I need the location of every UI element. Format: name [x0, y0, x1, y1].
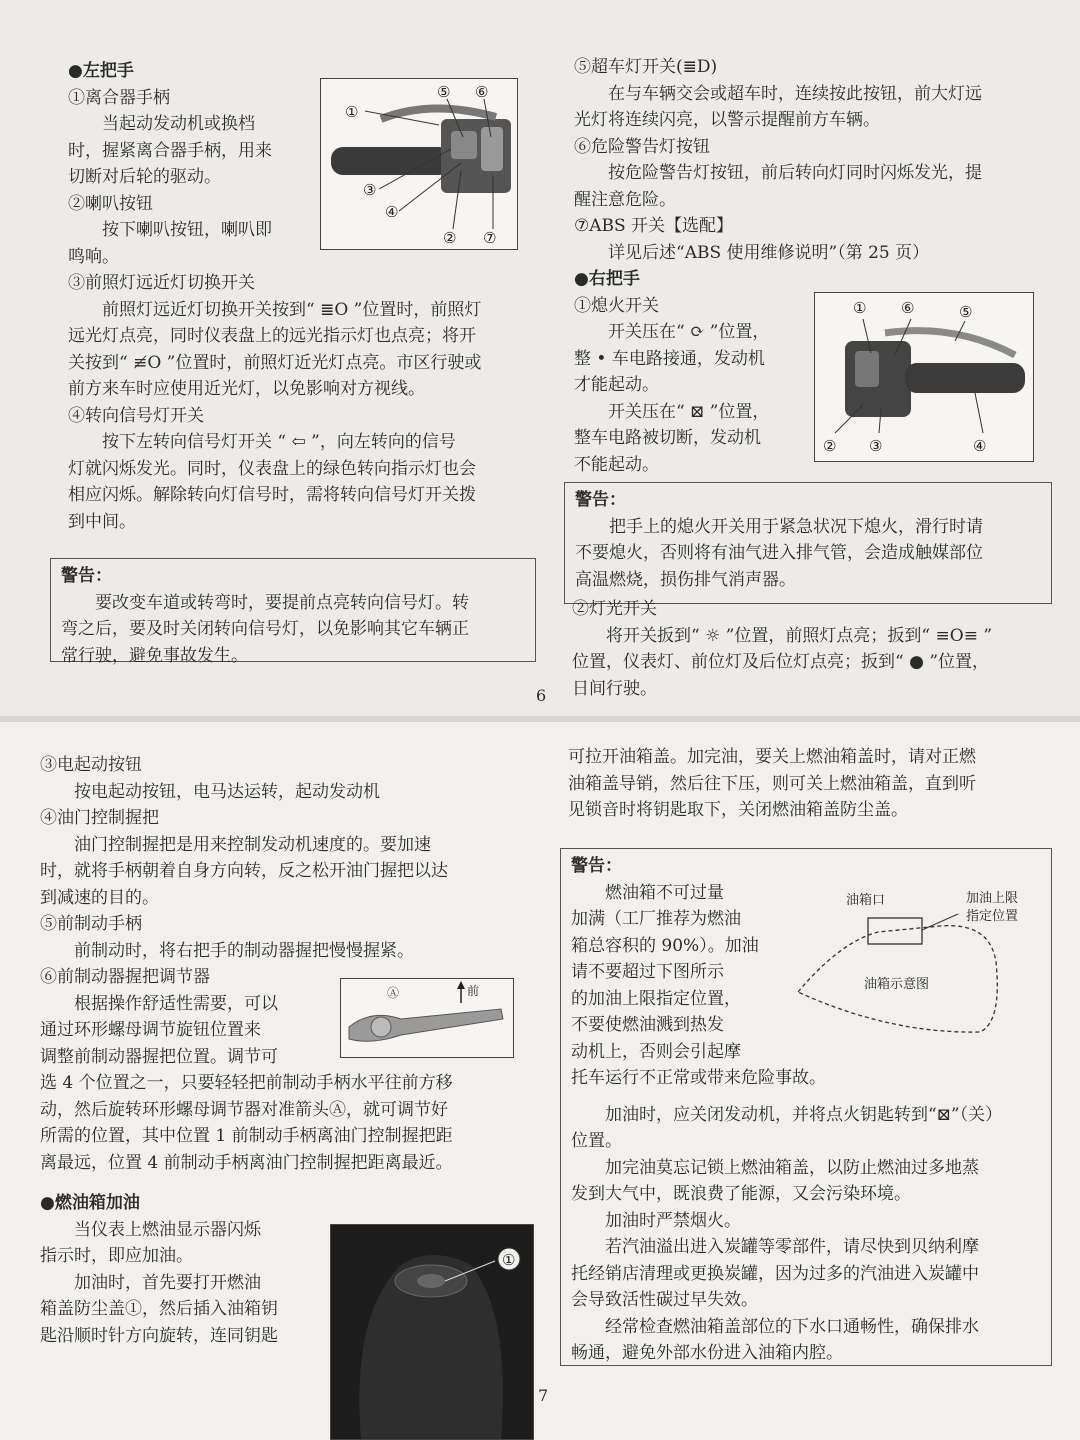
item-throttle-grip: ④油门控制握把 — [40, 808, 159, 828]
warning-line: 的加油上限指定位置， — [571, 988, 741, 1009]
text-line: 相应闪烁。解除转向灯信号时，需将转向信号灯开关拨 — [68, 485, 476, 505]
callout-5: ⑤ — [437, 83, 451, 101]
warning-title: 警告： — [571, 856, 622, 876]
text-line: 按危险警告灯按钮，前后转向灯同时闪烁发光，提 — [608, 163, 982, 183]
warning-line: 会导致活性碳过早失效。 — [571, 1290, 758, 1310]
warning-line: 托经销店清理或更换炭罐，因为过多的汽油进入炭罐中 — [571, 1263, 979, 1284]
section-heading-left-handlebar: ●左把手 — [68, 61, 134, 81]
text-line: 开关压在“ ⟳ ”位置， — [608, 322, 770, 342]
item-horn-button: ②喇叭按钮 — [68, 193, 153, 214]
right-handlebar-figure — [814, 292, 1034, 462]
item-beam-switch: ③前照灯远近灯切换开关 — [68, 273, 255, 293]
warning-line: 动机上，否则会引起摩 — [571, 1041, 741, 1062]
item-light-switch: ②灯光开关 — [572, 599, 657, 619]
warning-line: 高温燃烧，损伤排气消声器。 — [575, 569, 796, 590]
item-turn-signal-switch: ④转向信号灯开关 — [68, 405, 204, 426]
fuel-tank-diagram — [790, 882, 1040, 1042]
diagram-center-label: 油箱示意图 — [864, 977, 930, 992]
left-handlebar-illustration — [321, 79, 517, 249]
text-line: 油门控制握把是用来控制发动机速度的。要加速 — [74, 834, 431, 855]
callout-4: ④ — [385, 203, 399, 221]
text-line: 日间行驶。 — [572, 678, 657, 699]
warning-box-turn-signal — [50, 558, 536, 666]
page-number: 6 — [536, 686, 547, 705]
text-line: 通过环形螺母调节旋钮位置来 — [40, 1020, 261, 1040]
callout-a: Ⓐ — [387, 986, 400, 1000]
text-line: 不能起动。 — [574, 454, 659, 475]
warning-line: 经常检查燃油箱盖部位的下水口通畅性，确保排水 — [605, 1316, 979, 1337]
callout-4: ④ — [973, 437, 987, 455]
warning-line: 位置。 — [571, 1131, 622, 1151]
callout-6: ⑥ — [475, 83, 489, 101]
brake-lever-illustration — [341, 979, 513, 1057]
text-line: 灯就闪烁发光。同时，仪表盘上的绿色转向指示灯也会 — [68, 458, 476, 479]
text-line: 所需的位置，其中位置 1 前制动手柄离油门控制握把距 — [40, 1126, 453, 1146]
text-line: 当起动发动机或换档 — [102, 114, 255, 134]
left-handlebar-figure — [320, 78, 518, 250]
text-line: 将开关扳到“ ☼ ”位置，前照灯点亮；扳到“ ≡O≡ ” — [606, 625, 993, 646]
warning-line: 常行驶，避免事故发生。 — [61, 645, 248, 666]
warning-line: 弯之后，要及时关闭转向信号灯，以免影响其它车辆正 — [61, 619, 469, 639]
text-line: 光灯将连续闪亮，以警示提醒前方车辆。 — [574, 110, 880, 130]
text-line: 动，然后旋转环形螺母调节器对准箭头Ⓐ，就可调节好 — [40, 1099, 448, 1120]
warning-line: 畅通，避免外部水份进入油箱内腔。 — [571, 1343, 843, 1363]
warning-line: 托车运行不正常或带来危险事故。 — [571, 1068, 826, 1088]
text-line: 切断对后轮的驱动。 — [68, 167, 221, 187]
warning-line: 要改变车道或转弯时，要提前点亮转向信号灯。转 — [95, 592, 469, 613]
text-line: 整 • 车电路接通，发动机 — [574, 348, 765, 369]
text-line: 箱盖防尘盖①，然后插入油箱钥 — [40, 1299, 278, 1319]
callout-3: ③ — [363, 181, 377, 199]
right-handlebar-illustration — [815, 293, 1033, 461]
warning-line: 箱总容积的 90%）。加油 — [571, 935, 759, 956]
callout-3: ③ — [869, 437, 883, 455]
text-line: 按下喇叭按钮，喇叭即 — [102, 220, 272, 240]
text-line: 指示时，即应加油。 — [40, 1246, 193, 1266]
text-line: 按下左转向信号灯开关 “ ⇦ ”，向左转向的信号 — [102, 432, 456, 452]
diagram-limit-label: 加油上限 — [966, 891, 1019, 906]
manual-page-7 — [0, 722, 1080, 1440]
warning-line: 加油时，应关闭发动机，并将点火钥匙转到“⊠”（关） — [605, 1104, 1003, 1125]
text-line: 根据操作舒适性需要，可以 — [74, 993, 278, 1014]
item-pass-light-switch: ⑤超车灯开关(≣D) — [574, 57, 718, 77]
warning-line: 加完油莫忘记锁上燃油箱盖，以防止燃油过多地蒸 — [605, 1157, 979, 1178]
callout-7: ⑦ — [483, 229, 497, 247]
callout-2: ② — [443, 229, 457, 247]
warning-title: 警告： — [61, 566, 112, 586]
warning-box-kill-switch — [564, 482, 1052, 604]
text-line: 位置，仪表灯、前位灯及后位灯点亮；扳到“ ● ”位置， — [572, 652, 990, 672]
text-line: 当仪表上燃油显示器闪烁 — [74, 1219, 261, 1240]
text-line: 按电起动按钮，电马达运转，起动发动机 — [74, 781, 380, 802]
text-line: 加油时，首先要打开燃油 — [74, 1272, 261, 1293]
text-line: 详见后述“ABS 使用维修说明”（第 25 页） — [608, 242, 930, 263]
callout-1: ① — [345, 103, 359, 121]
item-electric-start: ③电起动按钮 — [40, 755, 142, 775]
text-line: 醒注意危险。 — [574, 189, 676, 210]
item-front-brake-lever: ⑤前制动手柄 — [40, 914, 142, 934]
warning-line: 不要熄火，否则将有油气进入排气管，会造成触媒部位 — [575, 543, 983, 563]
text-line: 匙沿顺时针方向旋转，连同钥匙 — [40, 1325, 278, 1346]
section-heading-refueling: ●燃油箱加油 — [40, 1193, 140, 1213]
right-column-p7 — [568, 744, 1054, 824]
warning-line: 发到大气中，既浪费了能源，又会污染环境。 — [571, 1184, 911, 1204]
warning-line: 加满（工厂推荐为燃油 — [571, 909, 741, 929]
text-line: 在与车辆交会或超车时，连续按此按钮，前大灯远 — [608, 83, 982, 104]
warning-line: 请不要超过下图所示 — [571, 962, 724, 982]
light-switch-section — [572, 596, 1052, 702]
brake-lever-figure — [340, 978, 514, 1058]
text-line: 到中间。 — [68, 511, 136, 532]
text-line: 离最远，位置 4 前制动手柄离油门控制握把距离最近。 — [40, 1152, 453, 1173]
item-kill-switch: ①熄火开关 — [574, 295, 659, 316]
text-line: 见锁音时将钥匙取下，关闭燃油箱盖防尘盖。 — [568, 800, 908, 820]
text-line: 可拉开油箱盖。加完油，要关上燃油箱盖时，请对正燃 — [568, 747, 976, 767]
text-line: 时，就将手柄朝着自身方向转，反之松开油门握把以达 — [40, 861, 448, 881]
fuel-tank-photo — [330, 1224, 534, 1440]
text-line: 时，握紧离合器手柄，用来 — [68, 140, 272, 161]
text-line: 前制动时，将右把手的制动器握把慢慢握紧。 — [74, 940, 414, 961]
warning-line: 不要使燃油溅到热发 — [571, 1015, 724, 1035]
arrow-front-label: 前 — [467, 984, 480, 998]
text-line: 关按到“ ≢O ”位置时，前照灯近光灯点亮。市区行驶或 — [68, 352, 482, 373]
text-line: 前照灯远近灯切换开关按到“ ≣O ”位置时，前照灯 — [102, 299, 482, 320]
item-hazard-button: ⑥危险警告灯按钮 — [574, 136, 710, 157]
text-line: 才能起动。 — [574, 375, 659, 395]
text-line: 调整前制动器握把位置。调节可 — [40, 1046, 278, 1067]
text-line: 前方来车时应使用近光灯，以免影响对方视线。 — [68, 379, 425, 399]
fuel-tank-illustration — [331, 1225, 533, 1439]
warning-line: 把手上的熄火开关用于紧急状况下熄火，滑行时请 — [609, 516, 983, 537]
callout-6: ⑥ — [901, 299, 915, 317]
text-line: 鸣响。 — [68, 246, 119, 267]
text-line: 整车电路被切断，发动机 — [574, 428, 761, 448]
warning-line: 若汽油溢出进入炭罐等零部件，请尽快到贝纳利摩 — [605, 1237, 979, 1257]
section-heading-right-handlebar: ●右把手 — [574, 269, 640, 289]
item-brake-adjuster: ⑥前制动器握把调节器 — [40, 967, 210, 987]
text-line: 远光灯点亮，同时仪表盘上的远光指示灯也点亮；将开 — [68, 326, 476, 346]
page-number: 7 — [538, 1386, 549, 1405]
warning-line: 燃油箱不可过量 — [605, 882, 724, 903]
callout-1: ① — [853, 299, 867, 317]
item-clutch-lever: ①离合器手柄 — [68, 87, 170, 108]
warning-title: 警告： — [575, 490, 626, 510]
item-abs-switch: ⑦ABS 开关【选配】 — [574, 216, 734, 236]
diagram-limit-label-2: 指定位置 — [966, 909, 1019, 924]
text-line: 油箱盖导销，然后往下压，则可关上燃油箱盖，直到听 — [568, 773, 976, 794]
warning-line: 加油时严禁烟火。 — [605, 1210, 741, 1231]
callout-2: ② — [823, 437, 837, 455]
diagram-port-label: 油箱口 — [846, 893, 886, 908]
text-line: 开关压在“ ⊠ ”位置， — [608, 401, 770, 422]
text-line: 选 4 个位置之一，只要轻轻把前制动手柄水平往前方移 — [40, 1073, 453, 1093]
callout-5: ⑤ — [959, 303, 973, 321]
callout-1: ① — [502, 1251, 516, 1269]
text-line: 到减速的目的。 — [40, 887, 159, 908]
